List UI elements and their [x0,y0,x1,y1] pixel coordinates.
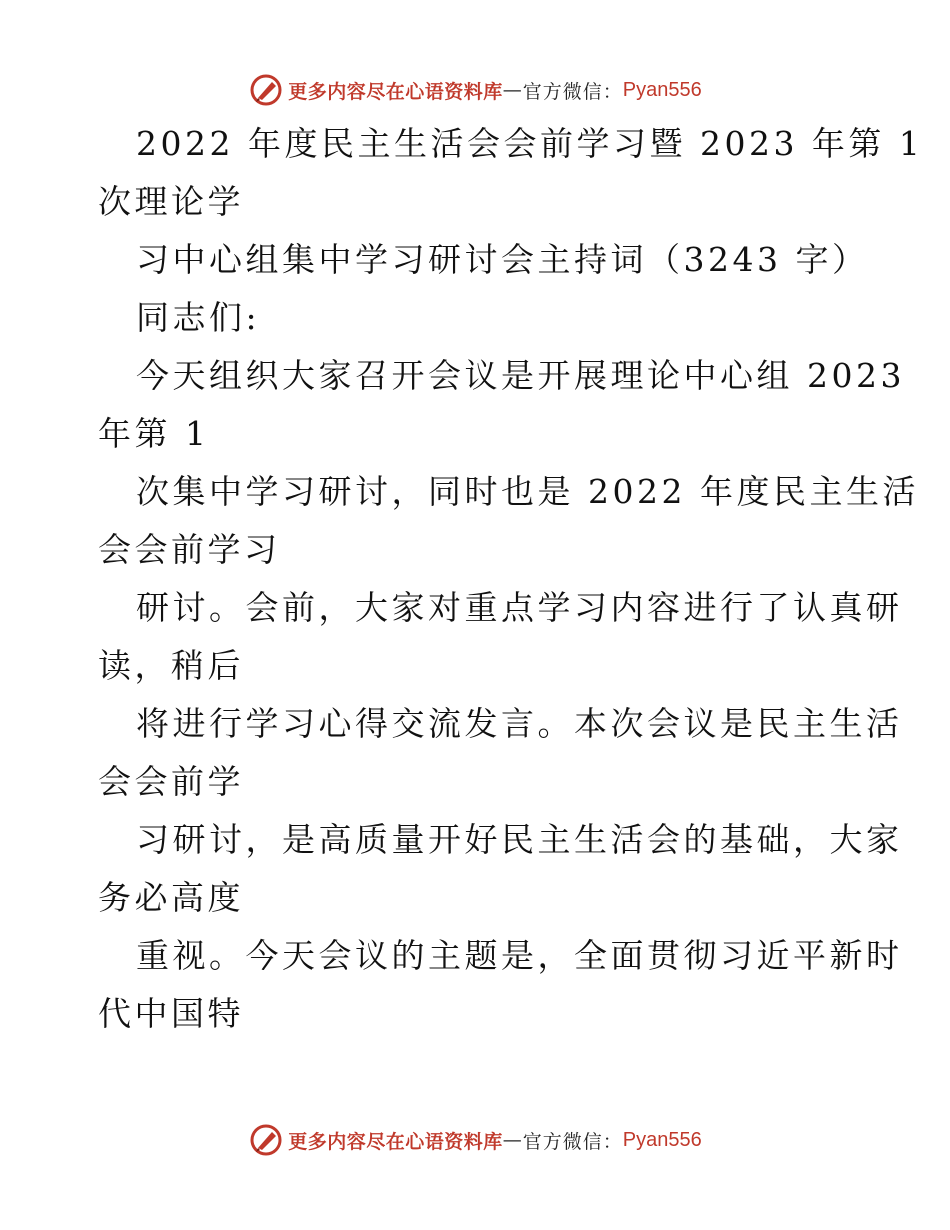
site-name: 更多内容尽在心语资料库 [288,80,503,103]
text-line: 年第 1 [98,414,210,453]
text-line: 习研讨，是高质量开好民主生活会的基础，大家 [136,820,903,859]
text-line: 今天组织大家召开会议是开展理论中心组 2023 [136,356,905,395]
dash-separator: — [502,1129,523,1151]
header-watermark [0,70,950,110]
wechat-label: 官方微信： [522,80,623,103]
text-line: 2022 年度民主生活会会前学习暨 2023 年第 1 [136,124,924,163]
text-line: 重视。今天会议的主题是，全面贯彻习近平新时 [136,936,903,975]
dash-separator: — [502,79,523,101]
text-line: 研讨。会前，大家对重点学习内容进行了认真研 [136,588,903,627]
wechat-label: 官方微信： [522,1130,623,1153]
pen-logo-icon [248,1122,284,1158]
text-line: 读，稍后 [98,646,244,685]
pen-logo-icon [248,72,284,108]
text-line: 将进行学习心得交流发言。本次会议是民主生活 [136,704,903,743]
site-name: 更多内容尽在心语资料库 [288,1130,503,1153]
wechat-id: Pyan556 [622,78,702,101]
text-line: 次集中学习研讨，同时也是 2022 年度民主生活 [136,472,919,511]
text-line: 代中国特 [98,994,244,1033]
text-line: 次理论学 [98,182,244,221]
text-line: 务必高度 [98,878,244,917]
footer-watermark [0,1120,950,1160]
text-line: 习中心组集中学习研讨会主持词（3243 字） [136,240,869,279]
text-line: 会会前学习 [98,530,281,569]
wechat-id: Pyan556 [622,1128,702,1151]
text-line: 会会前学 [98,762,244,801]
text-line: 同志们: [136,298,261,337]
document-body [98,115,924,1043]
